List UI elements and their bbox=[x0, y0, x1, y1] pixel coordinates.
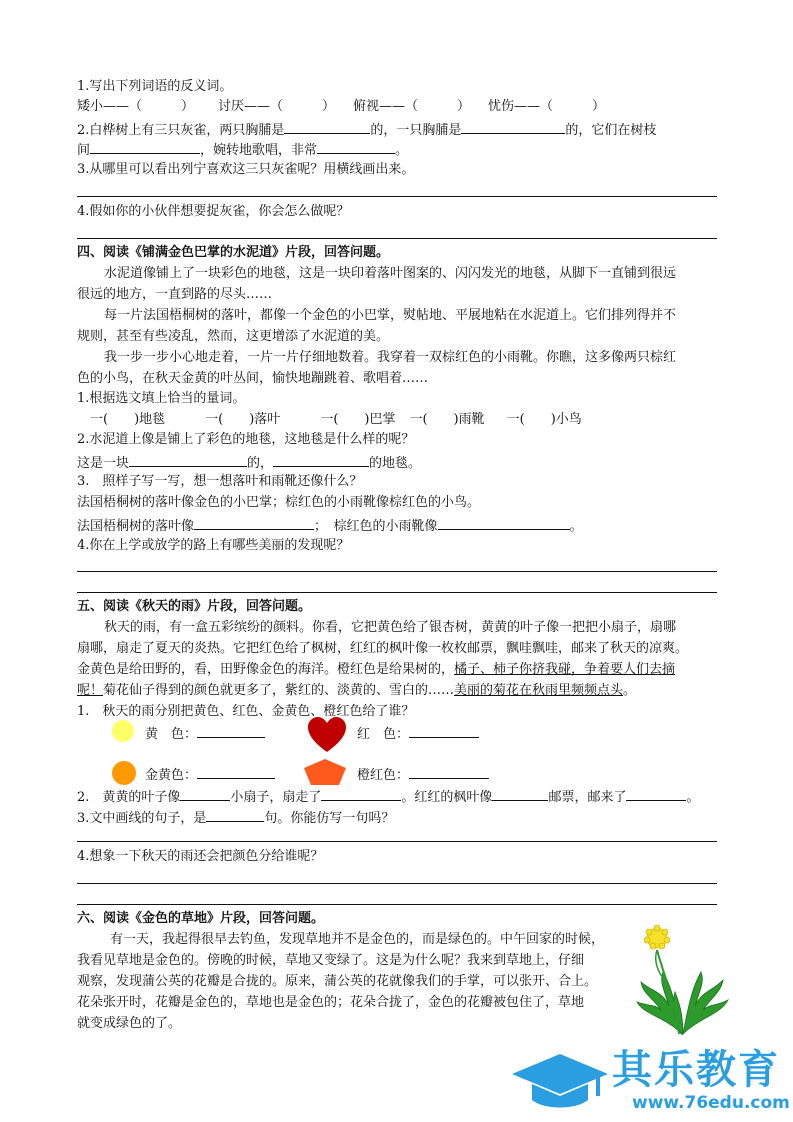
s6-title: 六、阅读《金色的草地》片段，回答问题。 bbox=[77, 911, 325, 926]
yellow-circle-icon bbox=[110, 718, 136, 744]
s4-q4: 4.你在上学或放学的路上有哪些美丽的发现呢？ bbox=[77, 538, 350, 553]
color-label-gold bbox=[145, 764, 275, 785]
s5-q2-text-d: 邮票，邮来了 bbox=[548, 790, 627, 805]
answer-line[interactable] bbox=[77, 238, 717, 239]
s4-q1-item-4: 一( )雨靴 bbox=[409, 412, 485, 427]
s4-p2b: 规则，甚至有些凌乱，然而，这更增添了水泥道的美。 bbox=[77, 329, 390, 344]
blank[interactable] bbox=[438, 515, 570, 530]
color-label-red-text: 红 色： bbox=[357, 727, 410, 742]
blank[interactable] bbox=[284, 119, 370, 134]
s3-q3: 3.从哪里可以看出列宁喜欢这三只灰雀呢？用横线画出来。 bbox=[77, 162, 415, 177]
s5-p4-end: 。 bbox=[623, 683, 637, 698]
s5-underlined-sentence-1a: 橘子、柿子你挤我碰，争着要人们去摘 bbox=[454, 662, 676, 677]
s4-q3-example: 法国梧桐树的落叶像金色的小巴掌；棕红色的小雨靴像棕红色的小鸟。 bbox=[77, 495, 481, 510]
s4-q2: 2.水泥道上像是铺上了彩色的地毯，这地毯是什么样的呢？ bbox=[77, 432, 415, 447]
s4-q3-text-c: 。 bbox=[569, 519, 583, 534]
answer-line[interactable] bbox=[77, 841, 717, 842]
s5-p3 bbox=[77, 661, 675, 679]
color-label-gold-text: 金黄色： bbox=[145, 768, 198, 783]
s3-q2-line2 bbox=[77, 139, 408, 160]
color-label-yellow-text: 黄 色： bbox=[145, 727, 198, 742]
color-label-yellow bbox=[145, 723, 265, 744]
s5-q2-text-c: 。红红的枫叶像 bbox=[401, 790, 493, 805]
s4-p2a: 每一片法国梧桐树的落叶，都像一个金色的小巴掌，熨帖地、平展地粘在水泥道上。它们排列得并不 bbox=[104, 308, 677, 323]
s4-p3b: 色的小鸟，在秋天金黄的叶丛间，愉快地蹦跳着、歌唱着…… bbox=[77, 371, 429, 386]
answer-line[interactable] bbox=[77, 571, 717, 572]
s3-q4: 4.假如你的小伙伴想要捉灰雀，你会怎么做呢？ bbox=[77, 204, 350, 219]
s5-title: 五、阅读《秋天的雨》片段，回答问题。 bbox=[77, 599, 312, 614]
s4-p1b: 很远的地方，一直到路的尽头…… bbox=[77, 287, 273, 302]
answer-line[interactable] bbox=[77, 196, 717, 197]
s5-q2-text-b: 小扇子，扇走了 bbox=[230, 790, 322, 805]
s6-p2: 我看见草地是金色的。傍晚的时候，草地又变绿了。这是为什么呢？我来到草地上，仔细 bbox=[77, 953, 585, 968]
blank[interactable] bbox=[317, 139, 395, 154]
s3-q2-text-a: 2.白桦树上有三只灰雀，两只胸脯是 bbox=[77, 123, 285, 138]
blank[interactable] bbox=[492, 786, 548, 801]
s4-q1-item-1: 一( )地毯 bbox=[90, 412, 166, 427]
s3-q1: 1.写出下列词语的反义词。 bbox=[77, 79, 233, 94]
s5-q2 bbox=[77, 786, 699, 807]
blank[interactable] bbox=[409, 723, 479, 738]
s4-q3-text-b: ； 棕红色的小雨靴像 bbox=[314, 519, 438, 534]
s4-p3a: 我一步一步小心地走着，一片一片仔细地数着。我穿着一双棕红色的小雨靴。你瞧，这多像两只棕红 bbox=[104, 350, 677, 365]
orange-pentagon-icon bbox=[302, 757, 348, 787]
blank[interactable] bbox=[90, 139, 200, 154]
answer-line[interactable] bbox=[77, 883, 717, 884]
logo-url: www.76edu.com bbox=[632, 1093, 790, 1113]
s6-p3: 观察，发现蒲公英的花瓣是合拢的。原来，蒲公英的花就像我们的手掌，可以张开、合上。 bbox=[77, 974, 598, 989]
blank[interactable] bbox=[273, 452, 369, 467]
blank[interactable] bbox=[180, 786, 230, 801]
s4-q3: 3. 照样子写一写，想一想落叶和雨靴还像什么？ bbox=[77, 474, 363, 489]
s4-q2-fill bbox=[77, 452, 421, 473]
s4-q2-text-a: 这是一块 bbox=[77, 456, 130, 471]
s4-q2-text-c: 的地毯。 bbox=[369, 456, 422, 471]
color-label-red bbox=[357, 723, 479, 744]
s4-q1-item-3: 一( )巴掌 bbox=[320, 412, 396, 427]
s3-q2-line1 bbox=[77, 119, 656, 140]
answer-line[interactable] bbox=[77, 592, 717, 593]
blank[interactable] bbox=[197, 723, 265, 738]
blank[interactable] bbox=[194, 515, 314, 530]
s5-p3-text: 金黄色是给田野的，看，田野像金色的海洋。橙红色是给果树的， bbox=[77, 662, 455, 677]
s5-p4 bbox=[77, 682, 636, 700]
blank[interactable] bbox=[197, 764, 275, 779]
s4-q3-text-a: 法国梧桐树的落叶像 bbox=[77, 519, 195, 534]
s4-q1-item-5: 一( )小鸟 bbox=[506, 412, 582, 427]
s3-q2-text-e: ，婉转地歌唱，非常 bbox=[200, 143, 318, 158]
s5-q3 bbox=[77, 807, 394, 828]
s5-p4-text: 菊花仙子得到的颜色就更多了，紫红的、淡黄的、雪白的…… bbox=[103, 683, 455, 698]
s5-q3-text-b: 句。你能仿写一句吗？ bbox=[264, 811, 395, 826]
s5-q2-text-a: 2. 黄黄的叶子像 bbox=[77, 790, 181, 805]
s6-p4: 花朵张开时，花瓣是金色的，草地也是金色的；花朵合拢了，金色的花瓣被包住了，草地 bbox=[77, 995, 585, 1010]
s5-q4: 4.想象一下秋天的雨还会把颜色分给谁呢？ bbox=[77, 849, 324, 864]
s4-title: 四、阅读《铺满金色巴掌的水泥道》片段，回答问题。 bbox=[77, 245, 390, 260]
color-label-orange-text: 橙红色： bbox=[357, 768, 410, 783]
dandelion-illustration bbox=[635, 922, 730, 1042]
blank[interactable] bbox=[461, 119, 565, 134]
blank[interactable] bbox=[409, 764, 489, 779]
s4-q1: 1.根据选文填上恰当的量词。 bbox=[77, 391, 246, 406]
color-label-orange bbox=[357, 764, 489, 785]
s3-q1-item-3: 俯视——（ ） bbox=[353, 99, 471, 114]
s3-q1-item-1: 矮小——（ ） bbox=[77, 99, 195, 114]
blank[interactable] bbox=[626, 786, 686, 801]
answer-line[interactable] bbox=[77, 904, 717, 905]
s5-q1: 1. 秋天的雨分别把黄色、红色、金黄色、橙红色给了谁？ bbox=[77, 704, 415, 719]
s3-q1-item-4: 忧伤——（ ） bbox=[488, 99, 606, 114]
s5-underlined-sentence-2: 美丽的菊花在秋雨里频频点头 bbox=[454, 683, 624, 698]
logo-name: 其乐教育 bbox=[612, 1047, 780, 1093]
s5-q3-text-a: 3.文中画线的句子，是 bbox=[77, 811, 207, 826]
blank[interactable] bbox=[129, 452, 247, 467]
s6-p5: 就变成绿色的了。 bbox=[77, 1016, 182, 1031]
s5-q2-text-e: 。 bbox=[686, 790, 700, 805]
s3-q1-item-2: 讨厌——（ ） bbox=[218, 99, 336, 114]
graduation-cap-logo-icon bbox=[510, 1050, 610, 1114]
s3-q2-text-f: 。 bbox=[395, 143, 409, 158]
blank[interactable] bbox=[321, 786, 401, 801]
s5-underlined-sentence-1b: 呢！ bbox=[77, 683, 104, 698]
s4-q2-text-b: 的， bbox=[247, 456, 274, 471]
s5-p2: 扇哪，扇走了夏天的炎热。它把红色给了枫树，红红的枫叶像一枚枚邮票，飘哇飘哇，邮来了秋天的凉爽。 bbox=[77, 641, 689, 656]
s3-q2-text-c: 的，它们在树枝 bbox=[565, 123, 657, 138]
blank[interactable] bbox=[206, 807, 264, 822]
s4-q1-item-2: 一( )落叶 bbox=[205, 412, 281, 427]
s4-q3-fill bbox=[77, 515, 583, 536]
s3-q2-text-b: 的，一只胸脯是 bbox=[370, 123, 462, 138]
orange-circle-icon bbox=[110, 759, 138, 787]
s4-p1a: 水泥道像铺上了一块彩色的地毯，这是一块印着落叶图案的、闪闪发光的地毯，从脚下一直铺到很远 bbox=[104, 266, 677, 281]
s6-p1: 有一天，我起得很早去钓鱼，发现草地并不是金色的，而是绿色的。中午回家的时候， bbox=[110, 932, 605, 947]
s3-q2-text-d: 间 bbox=[77, 143, 91, 158]
s3-q1-items bbox=[77, 98, 605, 116]
red-heart-icon bbox=[306, 716, 348, 754]
s4-q1-items bbox=[90, 411, 582, 429]
s5-p1: 秋天的雨，有一盒五彩缤纷的颜料。你看，它把黄色给了银杏树，黄黄的叶子像一把把小扇子，扇哪 bbox=[104, 620, 677, 635]
